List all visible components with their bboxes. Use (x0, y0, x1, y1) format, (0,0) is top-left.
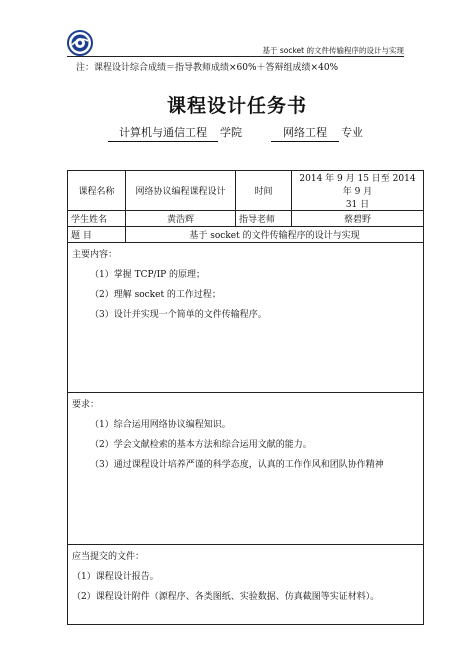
university-logo-icon (67, 30, 93, 56)
table-row (68, 545, 424, 625)
course-name-label: 课程名称 (68, 171, 126, 211)
major-suffix: 专业 (341, 126, 363, 139)
header-title: 基于 socket 的文件传输程序的设计与实现 (262, 46, 404, 55)
list-item: （2）学会文献检索的基本方法和综合运用文献的能力。 (90, 440, 312, 450)
list-item: （2）理解 socket 的工作过程； (90, 290, 221, 300)
main-content-heading: 主要内容： (72, 250, 118, 260)
school-suffix: 学院 (220, 126, 242, 139)
student-name-value: 黄浩辉 (126, 211, 236, 227)
teacher-value: 蔡碧野 (292, 211, 424, 227)
table-row (68, 393, 424, 545)
header-divider (67, 56, 404, 57)
time-label: 时间 (236, 171, 292, 211)
topic-label: 题 目 (68, 227, 126, 243)
list-item: （1）掌握 TCP/IP 的原理； (90, 270, 206, 280)
requirements-heading: 要求： (72, 400, 100, 410)
school-name: 计算机与通信工程 (108, 124, 218, 142)
time-value (292, 171, 424, 211)
list-item: （3）通过课程设计培养严谨的科学态度，认真的工作作风和团队协作精神 (90, 460, 384, 470)
requirements-section (68, 393, 424, 545)
teacher-label: 指导老师 (236, 211, 292, 227)
document-title: 课程设计任务书 (166, 95, 307, 117)
course-name-value: 网络协议编程课程设计 (126, 171, 236, 211)
table-row (68, 243, 424, 393)
submission-section (68, 545, 424, 625)
list-item: （2）课程设计附件（源程序、各类图纸、实验数据、仿真截图等实证材料）。 (72, 592, 380, 602)
task-table (67, 170, 424, 625)
grade-note: 注：课程设计综合成绩＝指导教师成绩×60%＋答辩组成绩×40% (76, 63, 339, 73)
table-row (68, 171, 424, 211)
table-row (68, 211, 424, 227)
student-name-label: 学生姓名 (68, 211, 126, 227)
main-content-section (68, 243, 424, 393)
major-name: 网络工程 (271, 124, 339, 142)
submission-heading: 应当提交的文件： (72, 552, 145, 562)
topic-value: 基于 socket 的文件传输程序的设计与实现 (126, 227, 424, 243)
list-item: （1）课程设计报告。 (72, 572, 159, 582)
list-item: （3）设计并实现一个简单的文件传输程序。 (90, 310, 267, 320)
table-row (68, 227, 424, 243)
time-value-line-1: 2014 年 9 月 15 日至 2014 年 9 月 (299, 174, 416, 197)
time-value-line-2: 31 日 (345, 200, 370, 210)
page-header (0, 0, 474, 64)
list-item: （1）综合运用网络协议编程知识。 (90, 420, 231, 430)
